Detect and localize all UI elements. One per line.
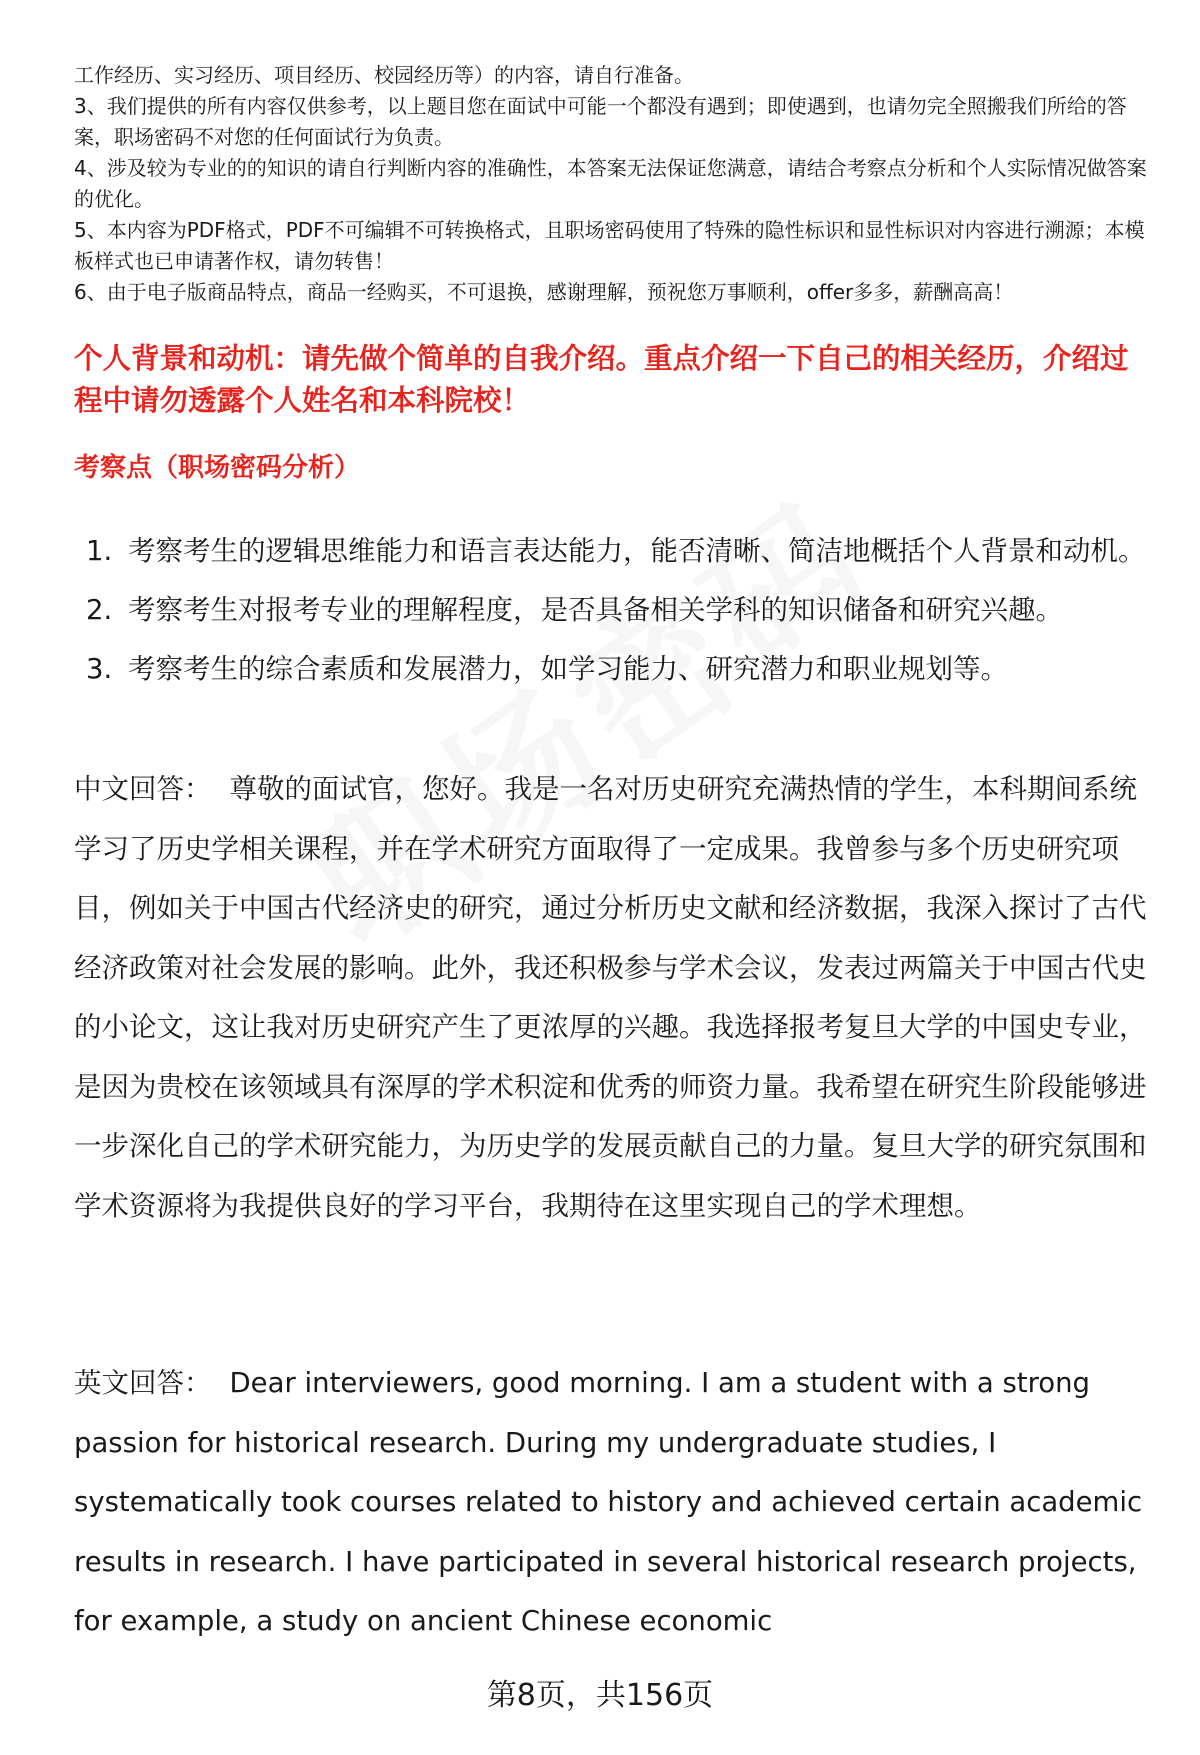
item-text: 考察考生的综合素质和发展潜力，如学习能力、研究潜力和职业规划等。 [128,653,1008,685]
analysis-list [74,522,1154,699]
analysis-item [74,640,1154,699]
note-line: 5、本内容为PDF格式，PDF不可编辑不可转换格式，且职场密码使用了特殊的隐性标识和显性标识对内容进行溯源；本模板样式也已申请著作权，请勿转售！ [74,218,1145,273]
item-number: 1. [86,535,113,567]
note-line: 4、涉及较为专业的的知识的请自行判断内容的准确性，本答案无法保证您满意，请结合考察点分析和个人实际情况做答案的优化。 [74,156,1147,211]
note-line: 3、我们提供的所有内容仅供参考，以上题目您在面试中可能一个都没有遇到；即使遇到，也请勿完全照搬我们所给的答案，职场密码不对您的任何面试行为负责。 [74,94,1127,149]
chinese-answer [74,760,1154,1236]
item-number: 2. [86,594,113,626]
note-line: 6、由于电子版商品特点，商品一经购买，不可退换，感谢理解，预祝您万事顺利，offer多多，薪酬高高！ [74,280,1014,304]
analysis-item [74,522,1154,581]
answer-text: 尊敬的面试官，您好。我是一名对历史研究充满热情的学生，本科期间系统学习了历史学相关课程，并在学术研究方面取得了一定成果。我曾参与多个历史研究项目，例如关于中国古代经济史的研究，通过分析历史文献和经济数据，我深入探讨了古代经济政策对社会发展的影响。此外，我还积极参与学术会议，发表过两篇关于中国古代史的小论文，这让我对历史研究产生了更浓厚的兴趣。我选择报考复旦大学的中国史专业，是因为贵校在该领域具有深厚的学术积淀和优秀的师资力量。我希望在研究生阶段能够进一步深化自己的学术研究能力，为历史学的发展贡献自己的力量。复旦大学的研究氛围和学术资源将为我提供良好的学习平台，我期待在这里实现自己的学术理想。 [74,773,1147,1222]
answer-label: 中文回答： [74,773,212,805]
analysis-heading: 考察点（职场密码分析） [74,453,361,483]
item-number: 3. [86,653,113,685]
english-answer [74,1354,1144,1652]
answer-text: Dear interviewers, good morning. I am a student with a strong passion for historical research. During my undergraduate studies, I systematically took courses related to history and achieved certain academic results in research. I have participated in several historical research projects, for example, a study on ancient Chinese economic [74,1367,1143,1637]
note-line: 工作经历、实习经历、项目经历、校园经历等）的内容，请自行准备。 [74,63,694,87]
analysis-item [74,581,1154,640]
page-number: 第8页，共156页 [486,1678,714,1713]
answer-label: 英文回答： [74,1367,212,1399]
item-text: 考察考生对报考专业的理解程度，是否具备相关学科的知识储备和研究兴趣。 [128,594,1063,626]
notes-section [74,60,1154,308]
question-heading: 个人背景和动机：请先做个简单的自我介绍。重点介绍一下自己的相关经历，介绍过程中请勿透露个人姓名和本科院校！ [74,342,1129,417]
item-text: 考察考生的逻辑思维能力和语言表达能力，能否清晰、简洁地概括个人背景和动机。 [128,535,1146,567]
